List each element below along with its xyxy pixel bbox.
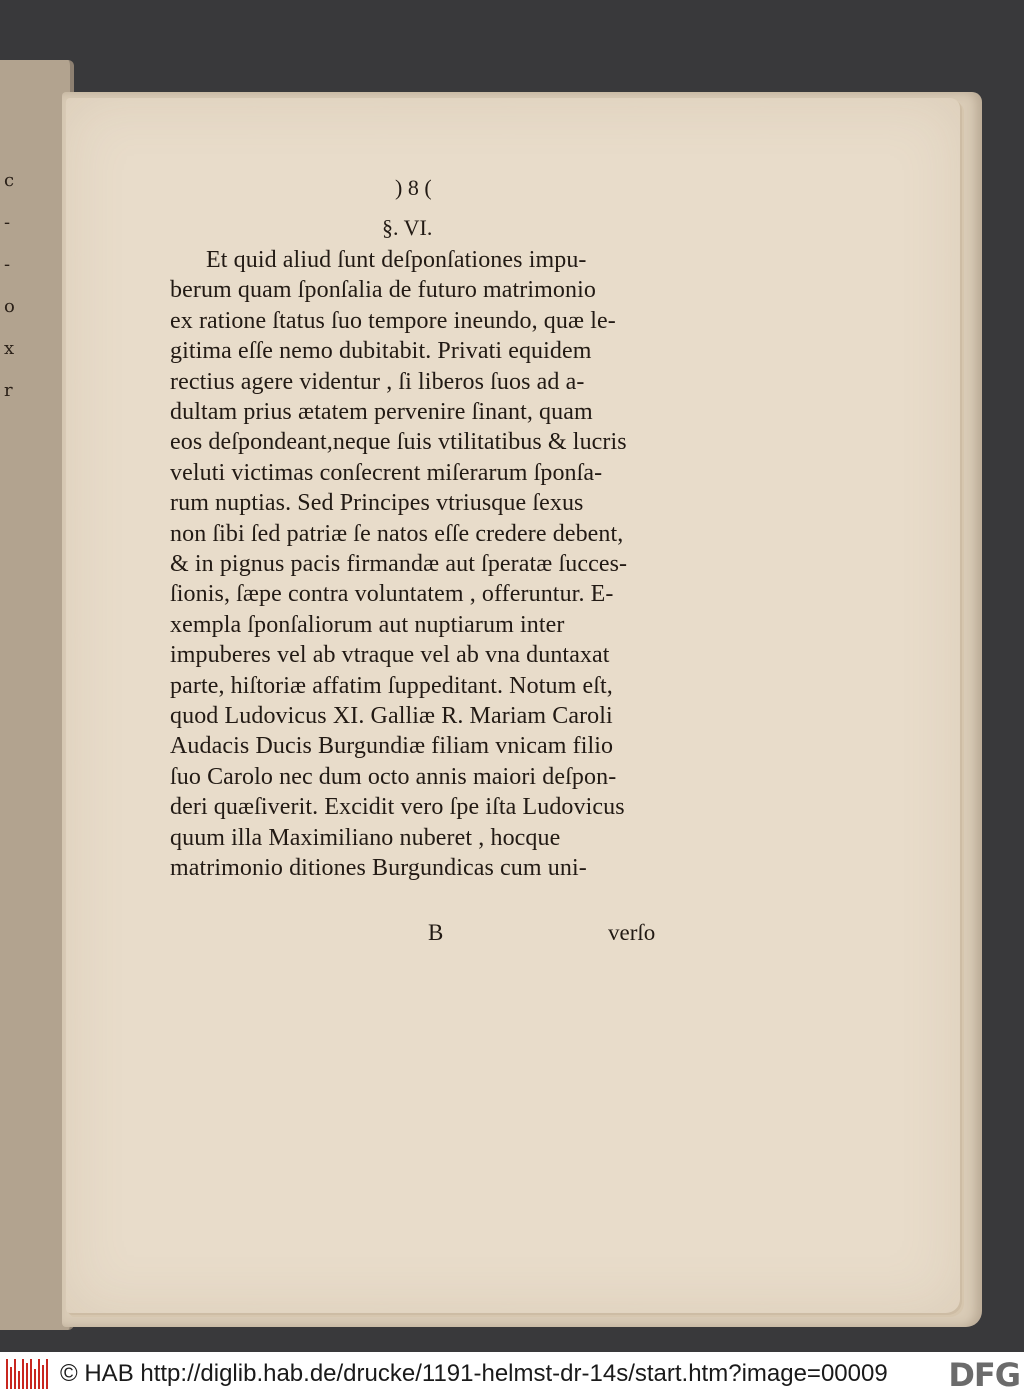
text-line: ex ratione ſtatus ſuo tempore ineundo, quæ le- (170, 307, 616, 334)
text-line: berum quam ſponſalia de futuro matrimonio (170, 277, 596, 304)
left-edge-letter: x (4, 338, 15, 359)
barcode-bar (22, 1359, 24, 1389)
text-line: parte, hiſtoriæ affatim ſuppeditant. Notum eſt, (170, 672, 613, 699)
barcode-bar (30, 1359, 32, 1389)
text-line: Et quid aliud ſunt deſponſationes impu- (206, 247, 587, 273)
text-line: deri quæſiverit. Excidit vero ſpe iſta Ludovicus (170, 794, 625, 821)
left-page-letters (0, 170, 26, 430)
left-edge-letter: r (4, 380, 13, 401)
copyright-url[interactable]: © HAB http://diglib.hab.de/drucke/1191-helmst-dr-14s/start.htm?image=00009 (60, 1360, 888, 1387)
text-line: eos deſpondeant,neque ſuis vtilitatibus & lucris (170, 429, 627, 456)
text-line: dultam prius ætatem pervenire ſinant, quam (170, 399, 593, 425)
barcode-bar (42, 1365, 44, 1389)
left-edge-letter: - (4, 254, 11, 275)
text-line: gitima eſſe nemo dubitabit. Privati equidem (170, 338, 592, 365)
barcode-bar (10, 1367, 12, 1389)
barcode-bar (6, 1359, 8, 1389)
text-line: quod Ludovicus XI. Galliæ R. Mariam Caroli (170, 703, 613, 729)
left-edge-letter: - (4, 212, 11, 233)
barcode-bar (46, 1359, 48, 1389)
text-line: ſuo Carolo nec dum octo annis maiori deſpon- (170, 763, 617, 790)
text-line: Audacis Ducis Burgundiæ filiam vnicam filio (170, 733, 614, 760)
text-line: ſionis, ſæpe contra voluntatem , offeruntur. E- (170, 581, 614, 608)
left-edge-letter: o (4, 296, 15, 317)
barcode-bar (26, 1363, 28, 1389)
barcode-bar (34, 1369, 36, 1389)
barcode-bar (18, 1371, 20, 1389)
text-line: matrimonio ditiones Burgundicas cum uni- (170, 855, 587, 881)
page-number: ) 8 ( (395, 175, 432, 200)
footer-bar (0, 1352, 1024, 1396)
barcode-bar (38, 1359, 40, 1389)
left-edge-letter: c (4, 170, 15, 191)
text-line: & in pignus pacis firmandæ aut ſperatæ ſucces- (170, 551, 628, 577)
dfg-logo: DFG (948, 1356, 1020, 1394)
text-line: rum nuptias. Sed Principes vtriusque ſexus (170, 490, 584, 517)
barcode-bar (14, 1359, 16, 1389)
text-line: non ſibi ſed patriæ ſe natos eſſe credere debent, (170, 520, 624, 547)
signature-mark: B (428, 920, 444, 945)
text-line: veluti victimas conſecrent miſerarum ſponſa- (170, 459, 603, 486)
barcode-icon (6, 1359, 50, 1389)
text-line: rectius agere videntur , ſi liberos ſuos ad a- (170, 368, 585, 395)
text-line: impuberes vel ab vtraque vel ab vna duntaxat (170, 642, 610, 669)
text-line: xempla ſponſaliorum aut nuptiarum inter (170, 611, 565, 638)
text-line: quum illa Maximiliano nuberet , hocque (170, 824, 561, 851)
section-heading: §. VI. (382, 215, 433, 240)
catchword: verſo (608, 920, 656, 945)
